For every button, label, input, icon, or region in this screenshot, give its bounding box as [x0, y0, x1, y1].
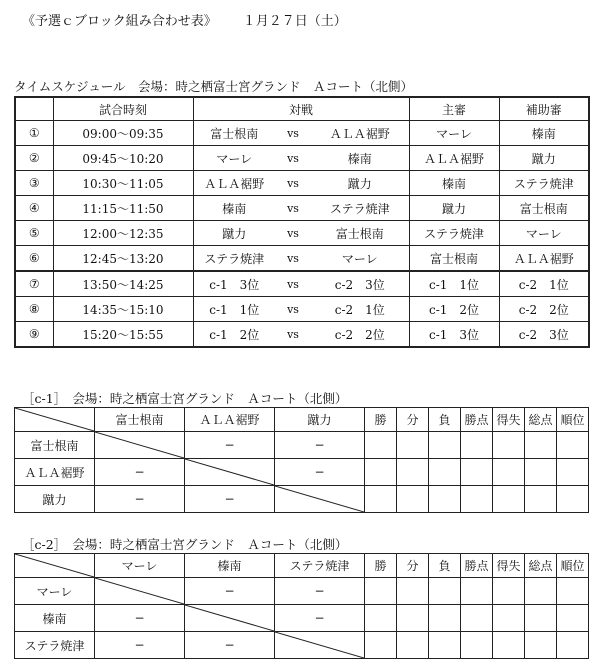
pending-result: − — [224, 492, 235, 506]
stat-cell — [461, 578, 493, 605]
row-team: 富士根南 — [15, 432, 95, 459]
row-team: 榛南 — [15, 605, 95, 632]
home-team: 蹴力 — [193, 221, 275, 246]
stat-cell — [397, 432, 429, 459]
stat-cell — [461, 459, 493, 486]
pending-result: − — [224, 438, 235, 452]
schedule-header-row — [15, 97, 589, 121]
self-diagonal — [185, 605, 274, 631]
pending-result: − — [314, 611, 325, 625]
home-team: ＡＬＡ裾野 — [193, 171, 275, 196]
corner-cell — [15, 554, 95, 578]
league-c2-table — [14, 553, 589, 659]
stat-cell — [557, 432, 589, 459]
date-text: １月２７日（土） — [242, 14, 347, 29]
corner-diagonal — [15, 408, 94, 431]
referee: c-1 3位 — [409, 322, 499, 348]
match-number: ⑤ — [15, 221, 53, 246]
stat-cell — [365, 486, 397, 513]
row-team: ステラ焼津 — [15, 632, 95, 659]
assistant-referee: c-2 2位 — [499, 297, 589, 322]
referee: 榛南 — [409, 171, 499, 196]
self-diagonal — [95, 432, 184, 458]
stat-cell — [397, 578, 429, 605]
league-team-row — [15, 432, 589, 459]
referee: c-1 1位 — [409, 271, 499, 297]
home-team: c-1 3位 — [193, 271, 275, 297]
away-team: 蹴力 — [311, 171, 409, 196]
away-team: c-2 3位 — [311, 271, 409, 297]
stat-cell — [429, 605, 461, 632]
result-cell — [185, 486, 275, 513]
self-match-cell — [185, 459, 275, 486]
pending-result: − — [224, 638, 235, 652]
schedule-row — [15, 271, 589, 297]
assistant-referee: c-2 1位 — [499, 271, 589, 297]
result-cell — [185, 632, 275, 659]
referee: 富士根南 — [409, 246, 499, 272]
match-number: ⑥ — [15, 246, 53, 272]
match-time: 14:35〜15:10 — [53, 297, 193, 322]
match-time: 10:30〜11:05 — [53, 171, 193, 196]
header-referee: 主審 — [409, 97, 499, 121]
assistant-referee: 富士根南 — [499, 196, 589, 221]
away-team: マーレ — [311, 246, 409, 272]
stat-cell — [525, 432, 557, 459]
pending-result: − — [134, 465, 145, 479]
assistant-referee: ＡＬＡ裾野 — [499, 246, 589, 272]
stat-header: 総点 — [525, 408, 557, 432]
pending-result: − — [224, 584, 235, 598]
column-team: ＡＬＡ裾野 — [185, 408, 275, 432]
row-team: 蹴力 — [15, 486, 95, 513]
referee: マーレ — [409, 121, 499, 146]
stat-cell — [365, 432, 397, 459]
league-team-row — [15, 459, 589, 486]
vs-label: vs — [275, 121, 311, 146]
self-match-cell — [185, 605, 275, 632]
result-cell — [275, 432, 365, 459]
match-number: ⑨ — [15, 322, 53, 348]
referee: c-1 2位 — [409, 297, 499, 322]
away-team: ステラ焼津 — [311, 196, 409, 221]
match-time: 12:45〜13:20 — [53, 246, 193, 272]
result-cell — [95, 632, 185, 659]
pending-result: − — [314, 438, 325, 452]
column-team: 榛南 — [185, 554, 275, 578]
result-cell — [275, 605, 365, 632]
match-time: 11:15〜11:50 — [53, 196, 193, 221]
home-team: c-1 1位 — [193, 297, 275, 322]
league-c1-caption: ［c-1］ 会場：時之栖富士宮グランド Ａコート（北側） — [22, 391, 348, 406]
league-team-row — [15, 605, 589, 632]
stat-header: 順位 — [557, 554, 589, 578]
stat-cell — [397, 486, 429, 513]
match-number: ④ — [15, 196, 53, 221]
vs-label: vs — [275, 297, 311, 322]
stat-cell — [429, 459, 461, 486]
stat-cell — [493, 578, 525, 605]
match-number: ⑦ — [15, 271, 53, 297]
match-number: ① — [15, 121, 53, 146]
row-team: マーレ — [15, 578, 95, 605]
assistant-referee: c-2 3位 — [499, 322, 589, 348]
stat-cell — [493, 605, 525, 632]
match-time: 13:50〜14:25 — [53, 271, 193, 297]
column-team: ステラ焼津 — [275, 554, 365, 578]
header-match: 対戦 — [193, 97, 409, 121]
stat-cell — [429, 632, 461, 659]
result-cell — [95, 605, 185, 632]
schedule-row — [15, 322, 589, 348]
stat-header: 分 — [397, 408, 429, 432]
self-diagonal — [275, 632, 364, 658]
column-team: 富士根南 — [95, 408, 185, 432]
stat-cell — [525, 605, 557, 632]
assistant-referee: 榛南 — [499, 121, 589, 146]
away-team: 富士根南 — [311, 221, 409, 246]
self-diagonal — [185, 459, 274, 485]
stat-header: 得失 — [493, 554, 525, 578]
home-team: 富士根南 — [193, 121, 275, 146]
row-team: ＡＬＡ裾野 — [15, 459, 95, 486]
home-team: マーレ — [193, 146, 275, 171]
self-match-cell — [275, 486, 365, 513]
away-team: ＡＬＡ裾野 — [311, 121, 409, 146]
stat-cell — [397, 459, 429, 486]
assistant-referee: マーレ — [499, 221, 589, 246]
schedule-row — [15, 121, 589, 146]
stat-cell — [365, 605, 397, 632]
away-team: 榛南 — [311, 146, 409, 171]
stat-cell — [525, 486, 557, 513]
home-team: 榛南 — [193, 196, 275, 221]
stat-cell — [493, 486, 525, 513]
vs-label: vs — [275, 221, 311, 246]
self-match-cell — [275, 632, 365, 659]
schedule-row — [15, 297, 589, 322]
home-team: c-1 2位 — [193, 322, 275, 348]
schedule-row — [15, 196, 589, 221]
assistant-referee: ステラ焼津 — [499, 171, 589, 196]
header-assistant: 補助審 — [499, 97, 589, 121]
stat-cell — [557, 578, 589, 605]
league-c2-caption: ［c-2］ 会場：時之栖富士宮グランド Ａコート（北側） — [22, 537, 348, 552]
stat-cell — [429, 486, 461, 513]
result-cell — [275, 459, 365, 486]
referee: ステラ焼津 — [409, 221, 499, 246]
match-time: 12:00〜12:35 — [53, 221, 193, 246]
stat-cell — [397, 605, 429, 632]
stat-cell — [397, 632, 429, 659]
result-cell — [185, 432, 275, 459]
title-text: 《予選ｃブロック組み合わせ表》 — [22, 14, 217, 29]
stat-header: 勝 — [365, 408, 397, 432]
stat-cell — [557, 605, 589, 632]
referee: 蹴力 — [409, 196, 499, 221]
stat-header: 負 — [429, 408, 461, 432]
stat-header: 順位 — [557, 408, 589, 432]
pending-result: − — [134, 638, 145, 652]
stat-cell — [461, 486, 493, 513]
pending-result: − — [314, 465, 325, 479]
stat-cell — [557, 632, 589, 659]
column-team: マーレ — [95, 554, 185, 578]
schedule-row — [15, 221, 589, 246]
stat-header: 分 — [397, 554, 429, 578]
column-team: 蹴力 — [275, 408, 365, 432]
stat-cell — [365, 632, 397, 659]
stat-cell — [461, 432, 493, 459]
stat-cell — [429, 432, 461, 459]
vs-label: vs — [275, 196, 311, 221]
header-no — [15, 97, 53, 121]
schedule-caption: タイムスケジュール 会場：時之栖富士宮グランド Ａコート（北側） — [14, 79, 414, 94]
referee: ＡＬＡ裾野 — [409, 146, 499, 171]
result-cell — [95, 486, 185, 513]
league-team-row — [15, 578, 589, 605]
away-team: c-2 2位 — [311, 322, 409, 348]
league-c1-table — [14, 407, 589, 513]
stat-cell — [525, 578, 557, 605]
league-team-row — [15, 486, 589, 513]
pending-result: − — [314, 584, 325, 598]
stat-cell — [557, 459, 589, 486]
self-match-cell — [95, 578, 185, 605]
stat-header: 総点 — [525, 554, 557, 578]
stat-header: 勝 — [365, 554, 397, 578]
stat-cell — [525, 459, 557, 486]
away-team: c-2 1位 — [311, 297, 409, 322]
schedule-table — [14, 96, 590, 348]
stat-cell — [493, 459, 525, 486]
vs-label: vs — [275, 246, 311, 272]
match-time: 15:20〜15:55 — [53, 322, 193, 348]
pending-result: − — [134, 611, 145, 625]
match-number: ③ — [15, 171, 53, 196]
self-diagonal — [95, 578, 184, 604]
match-number: ② — [15, 146, 53, 171]
stat-cell — [493, 632, 525, 659]
vs-label: vs — [275, 322, 311, 348]
stat-header: 得失 — [493, 408, 525, 432]
self-diagonal — [275, 486, 364, 512]
stat-cell — [557, 486, 589, 513]
assistant-referee: 蹴力 — [499, 146, 589, 171]
header-time: 試合時刻 — [53, 97, 193, 121]
pending-result: − — [134, 492, 145, 506]
stat-cell — [461, 632, 493, 659]
vs-label: vs — [275, 271, 311, 297]
stat-header: 負 — [429, 554, 461, 578]
league-header-row — [15, 554, 589, 578]
vs-label: vs — [275, 171, 311, 196]
stat-cell — [525, 632, 557, 659]
corner-cell — [15, 408, 95, 432]
league-header-row — [15, 408, 589, 432]
corner-diagonal — [15, 554, 94, 577]
result-cell — [275, 578, 365, 605]
schedule-row — [15, 246, 589, 272]
stat-cell — [365, 578, 397, 605]
stat-header: 勝点 — [461, 408, 493, 432]
match-number: ⑧ — [15, 297, 53, 322]
schedule-row — [15, 146, 589, 171]
league-team-row — [15, 632, 589, 659]
page-title — [22, 10, 347, 29]
stat-cell — [365, 459, 397, 486]
match-time: 09:45〜10:20 — [53, 146, 193, 171]
self-match-cell — [95, 432, 185, 459]
stat-cell — [493, 432, 525, 459]
home-team: ステラ焼津 — [193, 246, 275, 272]
stat-header: 勝点 — [461, 554, 493, 578]
schedule-row — [15, 171, 589, 196]
result-cell — [185, 578, 275, 605]
result-cell — [95, 459, 185, 486]
stat-cell — [429, 578, 461, 605]
vs-label: vs — [275, 146, 311, 171]
match-time: 09:00〜09:35 — [53, 121, 193, 146]
stat-cell — [461, 605, 493, 632]
